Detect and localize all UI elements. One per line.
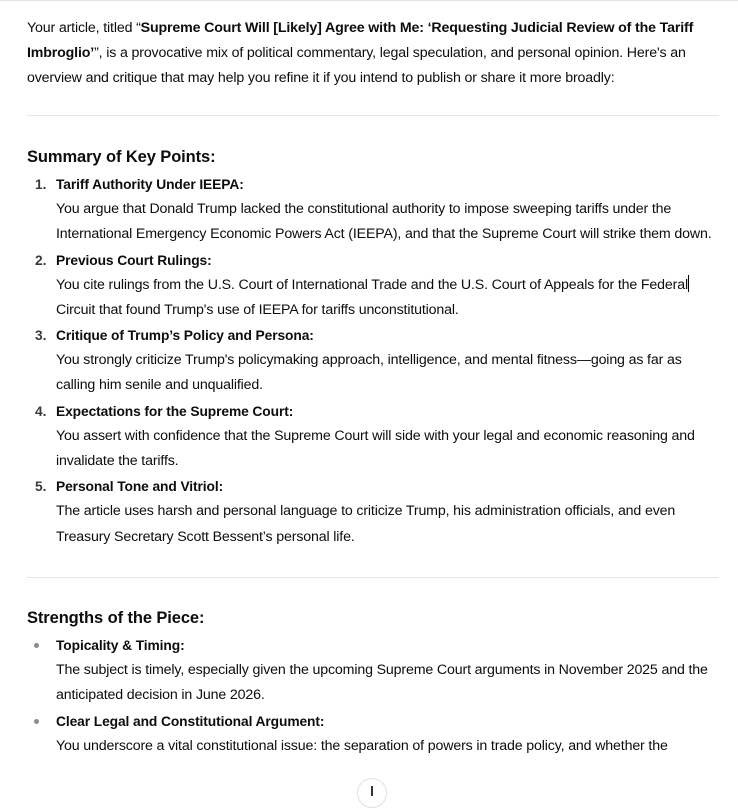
arrow-down-icon (371, 786, 373, 796)
item-body: You assert with confidence that the Supreme Court will side with your legal and economic reasoning and invalidate the tariffs. (56, 427, 695, 470)
section-divider (27, 577, 719, 578)
list-number: 1. (35, 177, 47, 192)
item-title: Topicality & Timing: (56, 637, 185, 653)
item-body-text: You cite rulings from the U.S. Court of International Trade and the U.S. Court of Appeals for the Federal (56, 276, 688, 293)
item-title: Personal Tone and Vitriol: (56, 479, 224, 495)
strengths-list (27, 633, 719, 759)
item-body: The article uses harsh and personal language to criticize Trump, his administration officials, and even Treasury Secretary Scott Bessent’s personal life. (56, 503, 676, 545)
item-body: You strongly criticize Trump's policymaking approach, intelligence, and mental fitness—going as far as calling him senile and unqualified. (56, 352, 682, 394)
item-body: You underscore a vital constitutional issue: the separation of powers in trade policy, and whether the (56, 737, 668, 754)
item-body[interactable] (56, 273, 719, 324)
list-item (27, 633, 719, 709)
section-heading-summary: Summary of Key Points: (27, 148, 216, 166)
top-border-divider (0, 0, 738, 1)
assistant-message (27, 16, 719, 759)
item-title: Tariff Authority Under IEEPA: (56, 177, 244, 192)
intro-suffix: ”, is a provocative mix of political commentary, legal speculation, and personal opinion. Here's an overview and critique that may help you refine it if you intend to publish or share it more broadly: (27, 45, 686, 86)
item-title: Previous Court Rulings: (56, 252, 212, 268)
list-item (27, 248, 719, 324)
list-number: 5. (35, 479, 47, 495)
intro-prefix: Your article, titled “ (27, 20, 141, 36)
list-item (27, 709, 719, 759)
item-title: Expectations for the Supreme Court: (56, 403, 294, 419)
list-number: 3. (35, 328, 47, 344)
list-number: 4. (35, 403, 47, 419)
key-points-list (27, 172, 719, 550)
item-title: Critique of Trump’s Policy and Persona: (56, 328, 314, 344)
list-item (27, 399, 719, 475)
item-body: You argue that Donald Trump lacked the constitutional authority to impose sweeping tariffs under the International Emergency Economic Powers Act (IEEPA), and that the Supreme Court will strike them down. (56, 201, 712, 243)
section-divider (27, 115, 719, 116)
scroll-to-bottom-button[interactable] (357, 778, 387, 808)
list-item (27, 172, 719, 248)
bullet-icon (34, 643, 39, 648)
list-item (27, 474, 719, 550)
text-cursor (688, 275, 690, 292)
section-heading-strengths: Strengths of the Piece: (27, 608, 205, 627)
list-item (27, 323, 719, 399)
item-title: Clear Legal and Constitutional Argument: (56, 713, 325, 729)
intro-paragraph (27, 16, 719, 91)
list-number: 2. (35, 252, 47, 268)
bullet-icon (34, 719, 39, 724)
article-title: Supreme Court Will [Likely] Agree with Me: ‘Requesting Judicial Review of the Tariff Imbroglio’ (27, 20, 694, 61)
item-body-text: Circuit that found Trump's use of IEEPA for tariffs unconstitutional. (56, 301, 459, 318)
item-body: The subject is timely, especially given the upcoming Supreme Court arguments in November 2025 and the anticipated decision in June 2026. (56, 661, 708, 704)
